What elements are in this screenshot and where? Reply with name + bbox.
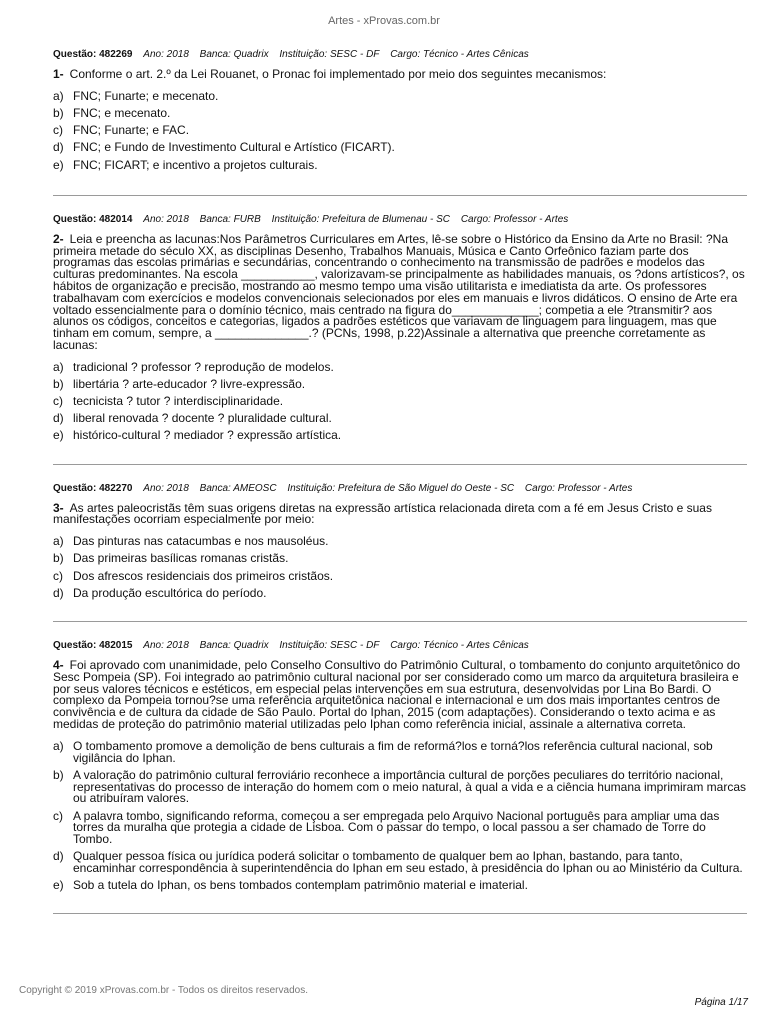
- option-text: Qualquer pessoa física ou jurídica poderá solicitar o tombamento de qualquer bem ao Iphan, bastando, para tanto, encaminhar correspondência à superintendência do Iphan em seu estado, à presidência do Iphan ou ao Ministério da Cultura.: [73, 849, 743, 876]
- option-letter: a): [53, 534, 64, 549]
- option-letter: d): [53, 585, 64, 600]
- option-letter: c): [53, 568, 63, 583]
- option-letter: d): [53, 411, 64, 426]
- option-b[interactable]: [53, 376, 747, 391]
- option-letter: e): [53, 878, 64, 893]
- question-id: Questão: 482269: [53, 49, 133, 60]
- option-d[interactable]: [53, 413, 747, 425]
- option-letter: b): [53, 551, 64, 566]
- option-text: Da produção escultórica do período.: [73, 585, 267, 600]
- option-text: FNC; Funarte; e FAC.: [73, 123, 190, 138]
- question-institution: Instituição: Prefeitura de Blumenau - SC: [271, 213, 451, 225]
- question-meta: [53, 214, 747, 225]
- question-number: 3-: [53, 500, 64, 515]
- question-institution: Instituição: SESC - DF: [279, 639, 380, 651]
- question-year: Ano: 2018: [143, 482, 189, 494]
- option-d[interactable]: [53, 142, 747, 154]
- option-e[interactable]: [53, 880, 747, 892]
- question-number: 2-: [53, 231, 64, 246]
- question-id: Questão: 482015: [53, 639, 133, 651]
- question-text: Leia e preencha as lacunas:Nos Parâmetros Curriculares em Artes, lê-se sobre o Histórico da Ensino da Arte no Brasil: ?Na primeira metade do século XX, as disciplinas Desenho, Trabalhos Manuais, Música e Canto Orfeônico faziam parte dos programas das escolas primárias e secundárias, concentrando o conhecimento na transmissão de padrões e modelos das culturas predominantes. Na escola ___________, valorizavam-se principalmente as habilidades manuais, os ?dons artísticos?, os hábitos de organização e precisão, mostrando ao mesmo tempo uma visão utilitarista e imediatista da arte. Os professores trabalhavam com exercícios e modelos convencionais selecionados por eles em manuais e livros didáticos. O ensino de Arte era voltado essencialmente para o domínio técnico, mais centrado na figura do_____________; competia a ele ?transmitir? aos alunos os códigos, conceitos e categorias, ligados a padrões estéticos que variavam de linguagem para linguagem, mas que tinham em comum, sempre, a ______________.? (PCNs, 1998, p.22)Assinale a alternativa que preenche corretamente as lacunas:: [53, 231, 745, 352]
- option-b[interactable]: [53, 105, 747, 120]
- question-role: Cargo: Professor - Artes: [524, 482, 633, 494]
- question-prompt: [53, 657, 747, 731]
- option-text: tradicional ? professor ? reprodução de modelos.: [73, 359, 334, 374]
- option-letter: a): [53, 359, 64, 374]
- option-text: histórico-cultural ? mediador ? expressão artística.: [73, 428, 342, 443]
- question-3: [53, 483, 747, 622]
- option-text: Das primeiras basílicas romanas cristãs.: [73, 551, 289, 566]
- question-institution: Instituição: SESC - DF: [279, 49, 380, 60]
- question-prompt: [53, 500, 747, 527]
- option-text: libertária ? arte-educador ? livre-expressão.: [73, 376, 306, 391]
- page-number: Página 1/17: [694, 997, 748, 1008]
- question-role: Cargo: Professor - Artes: [460, 213, 569, 225]
- option-text: FNC; Funarte; e mecenato.: [73, 88, 219, 103]
- question-year: Ano: 2018: [143, 213, 189, 225]
- option-a[interactable]: [53, 88, 747, 103]
- option-text: FNC; FICART; e incentivo a projetos culturais.: [73, 157, 318, 172]
- question-text: Foi aprovado com unanimidade, pelo Conselho Consultivo do Patrimônio Cultural, o tombamento do conjunto arquitetônico do Sesc Pompeia (SP). Foi integrado ao patrimônio cultural nacional por ser considerado como um marco da arquitetura brasileira e por seus valores técnicos e estéticos, em especial pelas intervenções em sua estrutura, desenvolvidas por Lina Bo Bardi. O complexo da Pompeia tornou?se uma referência arquitetônica nacional e internacional e um dos mais importantes centros de convivência e de cultura da cidade de São Paulo. Portal do Iphan, 2015 (com adaptações). Considerando o texto acima e as medidas de proteção do patrimônio material utilizadas pelo Iphan como referência inicial, assinale a alternativa correta.: [53, 657, 741, 731]
- option-a[interactable]: [53, 536, 747, 548]
- option-letter: d): [53, 849, 64, 864]
- option-e[interactable]: [53, 430, 747, 442]
- option-letter: e): [53, 428, 64, 443]
- copyright: Copyright © 2019 xProvas.com.br - Todos os direitos reservados.: [19, 985, 308, 996]
- option-letter: a): [53, 738, 64, 753]
- question-number: 4-: [53, 657, 64, 672]
- option-d[interactable]: [53, 585, 747, 600]
- question-role: Cargo: Técnico - Artes Cênicas: [390, 639, 529, 651]
- question-institution: Instituição: Prefeitura de São Miguel do Oeste - SC: [287, 482, 515, 494]
- question-text: Conforme o art. 2.º da Lei Rouanet, o Pronac foi implementado por meio dos seguintes mecanismos:: [69, 67, 607, 81]
- option-text: tecnicista ? tutor ? interdisciplinaridade.: [73, 394, 284, 409]
- option-letter: e): [53, 157, 64, 172]
- question-board: Banca: FURB: [199, 213, 261, 225]
- option-text: FNC; e mecenato.: [73, 105, 171, 120]
- option-c[interactable]: [53, 125, 747, 137]
- question-1: [53, 49, 747, 196]
- option-letter: b): [53, 376, 64, 391]
- option-e[interactable]: [53, 157, 747, 172]
- question-meta: [53, 49, 747, 60]
- page-header: Artes - xProvas.com.br: [328, 15, 440, 27]
- question-list: [53, 49, 747, 914]
- option-a[interactable]: [53, 738, 747, 765]
- question-meta: [53, 483, 747, 494]
- option-letter: b): [53, 105, 64, 120]
- option-d[interactable]: [53, 851, 747, 875]
- option-letter: c): [53, 123, 63, 138]
- option-text: A palavra tombo, significando reforma, começou a ser empregada pelo Arquivo Nacional português para ampliar uma das torres da muralha que protegia a cidade de Lisboa. Com o passar do tempo, o local passou a ser chamado de Torre do Tombo.: [73, 808, 720, 847]
- question-4: [53, 640, 747, 915]
- option-c[interactable]: [53, 396, 747, 408]
- question-year: Ano: 2018: [143, 639, 189, 651]
- question-2: [53, 214, 747, 465]
- option-letter: b): [53, 767, 64, 782]
- option-b[interactable]: [53, 553, 747, 565]
- question-board: Banca: Quadrix: [199, 639, 269, 651]
- option-letter: a): [53, 88, 64, 103]
- question-id: Questão: 482014: [53, 213, 133, 225]
- option-letter: d): [53, 140, 64, 155]
- option-c[interactable]: [53, 808, 747, 847]
- question-year: Ano: 2018: [143, 49, 189, 60]
- option-text: FNC; e Fundo de Investimento Cultural e Artístico (FICART).: [73, 140, 395, 155]
- question-prompt: [53, 231, 747, 352]
- option-text: Das pinturas nas catacumbas e nos mausoléus.: [73, 534, 329, 549]
- question-number: 1-: [53, 67, 64, 81]
- option-c[interactable]: [53, 568, 747, 583]
- option-letter: c): [53, 394, 63, 409]
- option-text: liberal renovada ? docente ? pluralidade cultural.: [73, 411, 332, 426]
- option-text: Sob a tutela do Iphan, os bens tombados contemplam patrimônio material e imaterial.: [73, 878, 528, 893]
- option-letter: c): [53, 808, 63, 823]
- question-board: Banca: Quadrix: [199, 49, 269, 60]
- question-role: Cargo: Técnico - Artes Cênicas: [390, 49, 529, 60]
- question-board: Banca: AMEOSC: [199, 482, 277, 494]
- question-prompt: [53, 69, 747, 81]
- option-text: A valoração do patrimônio cultural ferroviário reconhece a importância cultural de porções peculiares do território nacional, representativas do processo de interação do homem com o meio natural, à qual a vida e a ciência humana imprimiram marcas ou atribuíram valores.: [73, 767, 746, 806]
- option-b[interactable]: [53, 767, 747, 806]
- question-id: Questão: 482270: [53, 482, 133, 494]
- option-a[interactable]: [53, 359, 747, 374]
- option-text: Dos afrescos residenciais dos primeiros cristãos.: [73, 568, 334, 583]
- option-text: O tombamento promove a demolição de bens culturais a fim de reformá?los e torná?los referência cultural nacional, sob vigilância do Iphan.: [73, 738, 713, 765]
- question-text: As artes paleocristãs têm suas origens diretas na expressão artística relacionada direta com a fé em Jesus Cristo e suas manifestações ocorriam especialmente por meio:: [53, 500, 712, 527]
- question-meta: [53, 640, 747, 651]
